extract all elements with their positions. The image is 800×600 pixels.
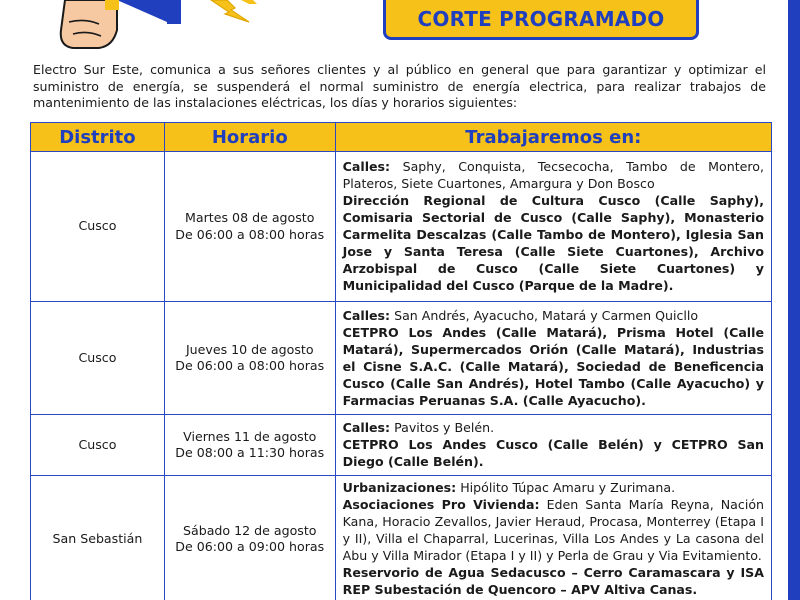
district-cell: Cusco <box>31 152 165 302</box>
schedule-date: Martes 08 de agosto <box>185 210 315 225</box>
urbanizations-text: Hipólito Túpac Amaru y Zurimana. <box>456 480 676 495</box>
affected-places: Dirección Regional de Cultura Cusco (Calle Saphy), Comisaria Sectorial de Cusco (Calle Saphy), Monasterio Carmelita Descalzas (Calle Tambo de Montero), Iglesia San Jose y Santa Teresa (Calle Siete Cuartones), Archivo Arzobispal de Cusco (Calle Siete Cuartones) y Municipalidad del Cusco (Parque de la Madre). <box>342 193 764 293</box>
district-cell: Cusco <box>31 302 165 415</box>
work-cell <box>335 476 771 600</box>
megaphone-icon <box>55 0 185 52</box>
outage-schedule-table <box>30 122 772 600</box>
urbanizations-label: Urbanizaciones: <box>342 480 457 495</box>
lightning-bolt-icon <box>205 0 265 24</box>
page-title: CORTE PROGRAMADO <box>417 6 665 31</box>
streets-label: Calles: <box>342 420 391 435</box>
schedule-hours: De 06:00 a 08:00 horas <box>175 226 325 242</box>
column-header-district: Distrito <box>31 123 165 152</box>
streets-line <box>343 158 764 192</box>
streets-label: Calles: <box>342 307 391 323</box>
streets-text: San Andrés, Ayacucho, Matará y Carmen Quicllo <box>390 307 699 323</box>
table-header-row <box>31 123 772 152</box>
urbanizations-line <box>343 479 764 496</box>
intro-paragraph: Electro Sur Este, comunica a sus señores clientes y al público en general que para garantizar y optimizar el suministro de energía, se suspenderá el normal suministro de energía electrica, para realizar trabajos de mantenimiento de las instalaciones eléctricas, los días y horarios siguientes: <box>33 62 766 110</box>
schedule-cell <box>164 152 335 302</box>
associations-line <box>343 496 764 564</box>
work-cell <box>335 415 771 476</box>
schedule-hours: De 08:00 a 11:30 horas <box>175 445 325 460</box>
column-header-work: Trabajaremos en: <box>335 123 771 152</box>
streets-label: Calles: <box>342 159 391 174</box>
table-row <box>31 302 772 415</box>
affected-places: Reservorio de Agua Sedacusco – Cerro Caramascara y ISA REP Subestación de Quencoro – APV Altiva Canas. <box>342 565 764 597</box>
right-border-bar <box>788 0 800 600</box>
schedule-cell <box>164 302 335 415</box>
streets-line <box>343 419 764 436</box>
title-banner <box>383 0 699 40</box>
schedule-date: Sábado 12 de agosto <box>182 522 317 538</box>
table-row <box>31 415 772 476</box>
schedule-hours: De 06:00 a 09:00 horas <box>175 539 325 554</box>
associations-label: Asociaciones Pro Vivienda: <box>342 497 540 512</box>
affected-places: CETPRO Los Andes Cusco (Calle Belén) y CETPRO San Diego (Calle Belén). <box>342 437 764 469</box>
associations-text: Eden Santa María Reyna, Nación Kana, Horacio Zevallos, Javier Heraud, Procasa, Monterrey (Etapa I y II), Villa el Chaparral, Lucerinas, Villa Los Andes y La casona del Abu y Villa Mirador (Etapa I y II) y Perla de Grau y Via Evitamiento. <box>342 497 765 563</box>
column-header-schedule: Horario <box>164 123 335 152</box>
schedule-cell <box>164 415 335 476</box>
streets-line <box>343 307 764 324</box>
schedule-date: Viernes 11 de agosto <box>183 428 317 444</box>
schedule-cell <box>164 476 335 600</box>
streets-text: Saphy, Conquista, Tecsecocha, Tambo de Montero, Plateros, Siete Cuartones, Amargura y Don Bosco <box>342 159 764 191</box>
schedule-date: Jueves 10 de agosto <box>185 341 314 357</box>
streets-text: Pavitos y Belén. <box>390 420 495 435</box>
schedule-hours: De 06:00 a 08:00 horas <box>175 358 325 373</box>
table-row <box>31 152 772 302</box>
district-cell: Cusco <box>31 415 165 476</box>
district-cell: San Sebastián <box>31 476 165 600</box>
work-cell <box>335 152 771 302</box>
table-row <box>31 476 772 600</box>
affected-places: CETPRO Los Andes (Calle Matará), Prisma Hotel (Calle Matará), Supermercados Orión (Calle Matará), Industrias el Cisne S.A.C. (Calle Matará), Sociedad de Beneficencia Cusco (Calle San Andrés), Hotel Tambo (Calle Ayacucho) y Farmacias Peruanas S.A. (Calle Ayacucho). <box>342 324 764 408</box>
work-cell <box>335 302 771 415</box>
